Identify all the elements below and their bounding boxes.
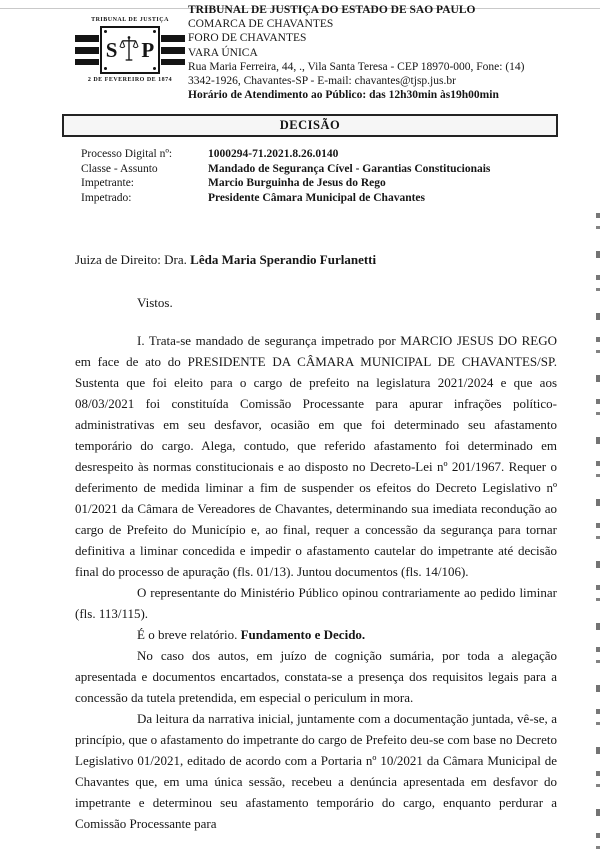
vistos-line: Vistos. [137, 295, 173, 310]
court-vara: VARA ÚNICA [188, 46, 258, 59]
body-paragraph-3 [75, 624, 557, 645]
case-label: Impetrante: [81, 177, 135, 190]
case-number: 1000294-71.2021.8.26.0140 [208, 148, 339, 160]
case-info-row-impetrado [81, 191, 551, 206]
case-respondent: Presidente Câmara Municipal de Chavantes [208, 191, 426, 204]
seal-bottom-text: 2 DE FEVEREIRO DE 1874 [87, 77, 173, 83]
court-office-hours: Horário de Atendimento ao Público: das 12h30min às19h00min [188, 89, 499, 102]
body-paragraph-5: Da leitura da narrativa inicial, juntamente com a documentação juntada, vê-se, a princípio, que o afastamento do impetrante do cargo de Prefeito deu-se com base no Decreto Legislativo 01/2021, editado de acordo com a Portaria nº 10/2021 da Câmara Municipal de Chavantes que, em uma única sessão, recebeu a denúncia apresentada em desfavor do impetrante e determinou seu afastamento temporário do cargo, enquanto perdurar a Comissão Processante para [75, 711, 557, 831]
decision-body [75, 330, 557, 834]
judge-label: Juiza de Direito: Dra. [75, 252, 191, 267]
case-info-block [81, 147, 551, 205]
decision-banner-title: DECISÃO [279, 118, 341, 132]
clipped-adjacent-text-fragments [596, 213, 600, 849]
case-class-subject: Mandado de Segurança Cível - Garantias Constitucionais [208, 162, 491, 175]
seal-left-bars [75, 35, 99, 65]
seal-top-text: TRIBUNAL DE JUSTIÇA [91, 17, 169, 23]
body-paragraph-4: No caso dos autos, em juízo de cognição sumária, por toda a alegação apresentada e documentos encartados, constata-se a presença dos requisitos legais para a concessão da tutela pretendida, em especial o periculum in mora. [75, 648, 557, 705]
seal-emblem [75, 26, 185, 74]
court-name: TRIBUNAL DE JUSTIÇA DO ESTADO DE SAO PAULO [188, 4, 476, 16]
seal-center-box [100, 26, 160, 74]
report-closing-text: É o breve relatório. [137, 627, 241, 642]
case-info-row-impetrante [81, 176, 551, 191]
body-paragraph-2: O representante do Ministério Público opinou contrariamente ao pedido liminar (fls. 113/115). [75, 585, 557, 621]
court-header [188, 3, 568, 102]
judge-name: Lêda Maria Sperandio Furlanetti [190, 252, 377, 267]
seal-right-bars [161, 35, 185, 65]
case-label: Impetrado: [81, 191, 132, 204]
court-address-line2: 3342-1926, Chavantes-SP - E-mail: chavantes@tjsp.jus.br [188, 75, 456, 88]
court-foro: FORO DE CHAVANTES [188, 32, 307, 45]
case-petitioner: Marcio Burguinha de Jesus do Rego [208, 177, 386, 190]
court-comarca: COMARCA DE CHAVANTES [188, 18, 334, 31]
case-label: Processo Digital nº: [81, 148, 173, 160]
court-address-line1: Rua Maria Ferreira, 44, ., Vila Santa Teresa - CEP 18970-000, Fone: (14) [188, 60, 525, 73]
fundamento-e-decido-text: Fundamento e Decido. [240, 627, 366, 642]
body-paragraph-1: I. Trata-se mandado de segurança impetrado por MARCIO JESUS DO REGO em face de ato do PRESIDENTE DA CÂMARA MUNICIPAL DE CHAVANTES/SP. Sustenta que foi eleito para o cargo de prefeito na legislatura 2021/2024 e que aos 08/03/2021 foi constituída Comissão Processante para apurar infrações político-administrativas em seu desfavor, ocasião em que foi determinado seu afastamento temporário do cargo. Alega, contudo, que referido afastamento foi determinado em desrespeito às normas constitucionais e ao disposto no Decreto-Lei nº 201/1967. Requer o deferimento de medida liminar a fim de suspender os efeitos do Decreto Legislativo nº 01/2021 da Câmara de Vereadores de Chavantes, determinando sua imediata recondução ao cargo de Prefeito do Município e, ao final, requer a concessão da segurança para tornar definitiva a liminar concedida e impedir o afastamento cautelar do impetrante até decisão final do processo de apuração (fls. 01/13). Juntou documentos (fls. 14/106). [75, 333, 557, 579]
case-info-row-processo [81, 147, 551, 162]
case-info-row-classe [81, 162, 551, 177]
case-label: Classe - Assunto [81, 162, 158, 175]
seal-letter-p: P [141, 37, 155, 62]
tjsp-court-seal [75, 10, 185, 90]
scales-of-justice-icon [119, 34, 139, 66]
decision-banner [62, 114, 558, 137]
judge-line [75, 252, 557, 268]
seal-letter-s: S [105, 37, 118, 62]
